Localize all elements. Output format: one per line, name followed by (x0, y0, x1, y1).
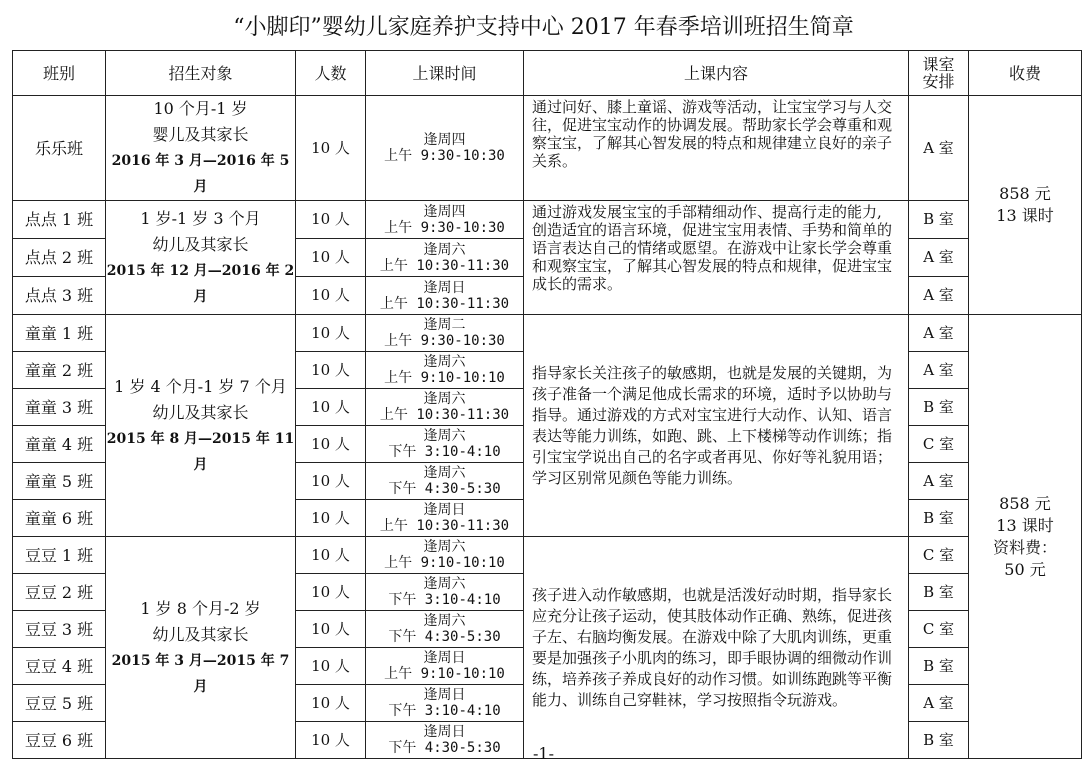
class-room: C 室 (909, 537, 969, 574)
content-cell: 通过问好、膝上童谣、游戏等活动，让宝宝学习与人交往，促进宝宝动作的协调发展。帮助家长学会尊重和观察宝宝，了解其心智发展的特点和规律建立良好的亲子关系。 (524, 96, 909, 201)
class-time (366, 352, 524, 389)
class-day: 逢周日 (423, 502, 466, 518)
class-name: 豆豆 6 班 (13, 722, 106, 759)
target-birth-date: 2016 年 3 月—2016 年 5 月 (111, 153, 290, 195)
class-day: 逢周六 (423, 465, 466, 481)
class-name: 童童 5 班 (13, 463, 106, 500)
header-time: 上课时间 (366, 51, 524, 96)
target-cell (106, 537, 296, 759)
class-count: 10 人 (296, 611, 366, 648)
class-room: A 室 (909, 315, 969, 352)
class-name: 乐乐班 (13, 96, 106, 201)
class-time (366, 611, 524, 648)
target-birth-date: 2015 年 8 月—2015 年 11 月 (106, 430, 295, 473)
class-hours: 下午 3:10-4:10 (388, 592, 501, 608)
fee-line: 13 课时 (996, 206, 1054, 225)
class-day: 逢周六 (423, 391, 466, 407)
fee-line: 13 课时 (996, 515, 1054, 535)
header-content: 上课内容 (524, 51, 909, 96)
class-name: 豆豆 1 班 (13, 537, 106, 574)
class-name: 豆豆 5 班 (13, 685, 106, 722)
class-time (366, 201, 524, 239)
class-hours: 下午 4:30-5:30 (388, 740, 501, 756)
fee-line: 858 元 (999, 184, 1051, 203)
class-hours: 上午 9:10-10:10 (384, 666, 505, 682)
class-count: 10 人 (296, 201, 366, 239)
fee-cell (969, 96, 1082, 315)
class-count: 10 人 (296, 315, 366, 352)
class-name: 豆豆 3 班 (13, 611, 106, 648)
class-day: 逢周六 (423, 241, 466, 258)
class-room: B 室 (909, 648, 969, 685)
class-count: 10 人 (296, 389, 366, 426)
class-count: 10 人 (296, 463, 366, 500)
class-day: 逢周六 (423, 576, 466, 592)
class-day: 逢周日 (423, 650, 466, 666)
class-day: 逢周日 (423, 279, 466, 296)
class-count: 10 人 (296, 648, 366, 685)
content-cell: 孩子进入动作敏感期，也就是活泼好动时期，指导家长应充分让孩子运动，使其肢体动作正确、熟练，促进孩子左、右脑均衡发展。在游戏中除了大肌肉训练，更重要是加强孩子小肌肉的练习，即手眼协调的细微动作训练，培养孩子养成良好的动作习惯。如训练跑跳等平衡能力、训练自己穿鞋袜，学习按照指令玩游戏。 (524, 537, 909, 759)
target-birth-date: 2015 年 3 月—2015 年 7 月 (111, 652, 290, 695)
class-hours: 上午 10:30-11:30 (379, 257, 510, 274)
class-count: 10 人 (296, 685, 366, 722)
class-time (366, 463, 524, 500)
class-time (366, 537, 524, 574)
class-room: B 室 (909, 500, 969, 537)
class-name: 童童 3 班 (13, 389, 106, 426)
class-name: 点点 2 班 (13, 239, 106, 277)
header-fee: 收费 (969, 51, 1082, 96)
class-time (366, 685, 524, 722)
table-row (13, 537, 1082, 574)
header-row (13, 51, 1082, 96)
fee-line: 资料费： (992, 537, 1057, 557)
class-room: A 室 (909, 239, 969, 277)
header-count: 人数 (296, 51, 366, 96)
page-title: “小脚印”婴幼儿家庭养护支持中心 2017 年春季培训班招生简章 (233, 15, 854, 40)
class-room: A 室 (909, 277, 969, 315)
class-day: 逢周四 (423, 132, 466, 148)
class-name: 童童 4 班 (13, 426, 106, 463)
class-day: 逢周二 (423, 317, 466, 333)
page-number: -1- (533, 744, 554, 763)
class-hours: 上午 9:30-10:30 (384, 333, 505, 349)
class-hours: 上午 10:30-11:30 (379, 518, 510, 534)
class-day: 逢周六 (423, 354, 466, 370)
class-hours: 下午 3:10-4:10 (388, 703, 501, 719)
header-target: 招生对象 (106, 51, 296, 96)
class-hours: 上午 9:10-10:10 (384, 555, 505, 571)
class-name: 豆豆 4 班 (13, 648, 106, 685)
class-count: 10 人 (296, 722, 366, 759)
class-time (366, 389, 524, 426)
target-age: 1 岁 4 个月-1 岁 7 个月 (114, 376, 287, 396)
class-name: 豆豆 2 班 (13, 574, 106, 611)
table-row (13, 315, 1082, 352)
class-room: C 室 (909, 611, 969, 648)
class-time (366, 426, 524, 463)
class-day: 逢周日 (423, 687, 466, 703)
target-age: 10 个月-1 岁 (153, 99, 248, 118)
class-room: B 室 (909, 389, 969, 426)
class-count: 10 人 (296, 537, 366, 574)
class-time (366, 648, 524, 685)
class-room: A 室 (909, 96, 969, 201)
table-row (13, 201, 1082, 239)
class-time (366, 96, 524, 201)
class-time (366, 277, 524, 315)
class-count: 10 人 (296, 574, 366, 611)
class-time (366, 500, 524, 537)
class-hours: 下午 4:30-5:30 (388, 481, 501, 497)
class-hours: 上午 10:30-11:30 (379, 295, 510, 312)
class-count: 10 人 (296, 426, 366, 463)
class-count: 10 人 (296, 277, 366, 315)
fee-line: 858 元 (999, 493, 1051, 513)
class-count: 10 人 (296, 96, 366, 201)
class-name: 童童 1 班 (13, 315, 106, 352)
target-who: 幼儿及其家长 (152, 234, 249, 254)
target-cell (106, 201, 296, 315)
class-time (366, 315, 524, 352)
class-hours: 上午 9:30-10:30 (384, 148, 505, 164)
target-birth-date: 2015 年 12 月—2016 年 2 月 (106, 262, 295, 305)
class-name: 点点 1 班 (13, 201, 106, 239)
class-name: 童童 2 班 (13, 352, 106, 389)
class-name: 点点 3 班 (13, 277, 106, 315)
class-count: 10 人 (296, 239, 366, 277)
target-age: 1 岁-1 岁 3 个月 (140, 208, 261, 228)
class-hours: 下午 4:30-5:30 (388, 629, 501, 645)
class-day: 逢周四 (423, 203, 466, 220)
class-hours: 下午 3:10-4:10 (388, 444, 501, 460)
target-age: 1 岁 8 个月-2 岁 (140, 598, 261, 618)
content-cell: 通过游戏发展宝宝的手部精细动作、提高行走的能力, 创造适宜的语言环境，促进宝宝用表情、手势和简单的语言表达自己的情绪或愿望。在游戏中让家长学会尊重和观察宝宝，了解其心智发展的特点和规律，促进宝宝成长的需求。 (524, 201, 909, 315)
class-count: 10 人 (296, 500, 366, 537)
target-cell (106, 96, 296, 201)
target-who: 幼儿及其家长 (152, 402, 249, 422)
fee-cell (969, 315, 1082, 759)
schedule-table (12, 50, 1082, 759)
content-cell: 指导家长关注孩子的敏感期，也就是发展的关键期，为孩子准备一个满足他成长需求的环境，适时予以协助与指导。通过游戏的方式对宝宝进行大动作、认知、语言表达等能力训练，如跑、跳、上下楼梯等动作训练；指引宝宝学说出自己的名字或者再见、你好等礼貌用语；学习区别常见颜色等能力训练。 (524, 315, 909, 537)
target-who: 幼儿及其家长 (152, 624, 249, 644)
target-who: 婴儿及其家长 (152, 125, 249, 144)
class-room: B 室 (909, 574, 969, 611)
class-day: 逢周六 (423, 539, 466, 555)
table-row (13, 96, 1082, 201)
class-count: 10 人 (296, 352, 366, 389)
fee-line: 50 元 (1004, 559, 1046, 579)
class-room: A 室 (909, 685, 969, 722)
header-class: 班别 (13, 51, 106, 96)
class-hours: 上午 9:30-10:30 (384, 219, 505, 236)
class-day: 逢周日 (423, 724, 466, 740)
class-time (366, 574, 524, 611)
class-room: A 室 (909, 352, 969, 389)
class-time (366, 239, 524, 277)
class-hours: 上午 10:30-11:30 (379, 407, 510, 423)
class-day: 逢周六 (423, 613, 466, 629)
class-room: B 室 (909, 201, 969, 239)
class-hours: 上午 9:10-10:10 (384, 370, 505, 386)
target-cell (106, 315, 296, 537)
class-name: 童童 6 班 (13, 500, 106, 537)
class-room: C 室 (909, 426, 969, 463)
class-room: A 室 (909, 463, 969, 500)
class-day: 逢周六 (423, 428, 466, 444)
class-room: B 室 (909, 722, 969, 759)
header-room: 课室安排 (909, 51, 969, 96)
